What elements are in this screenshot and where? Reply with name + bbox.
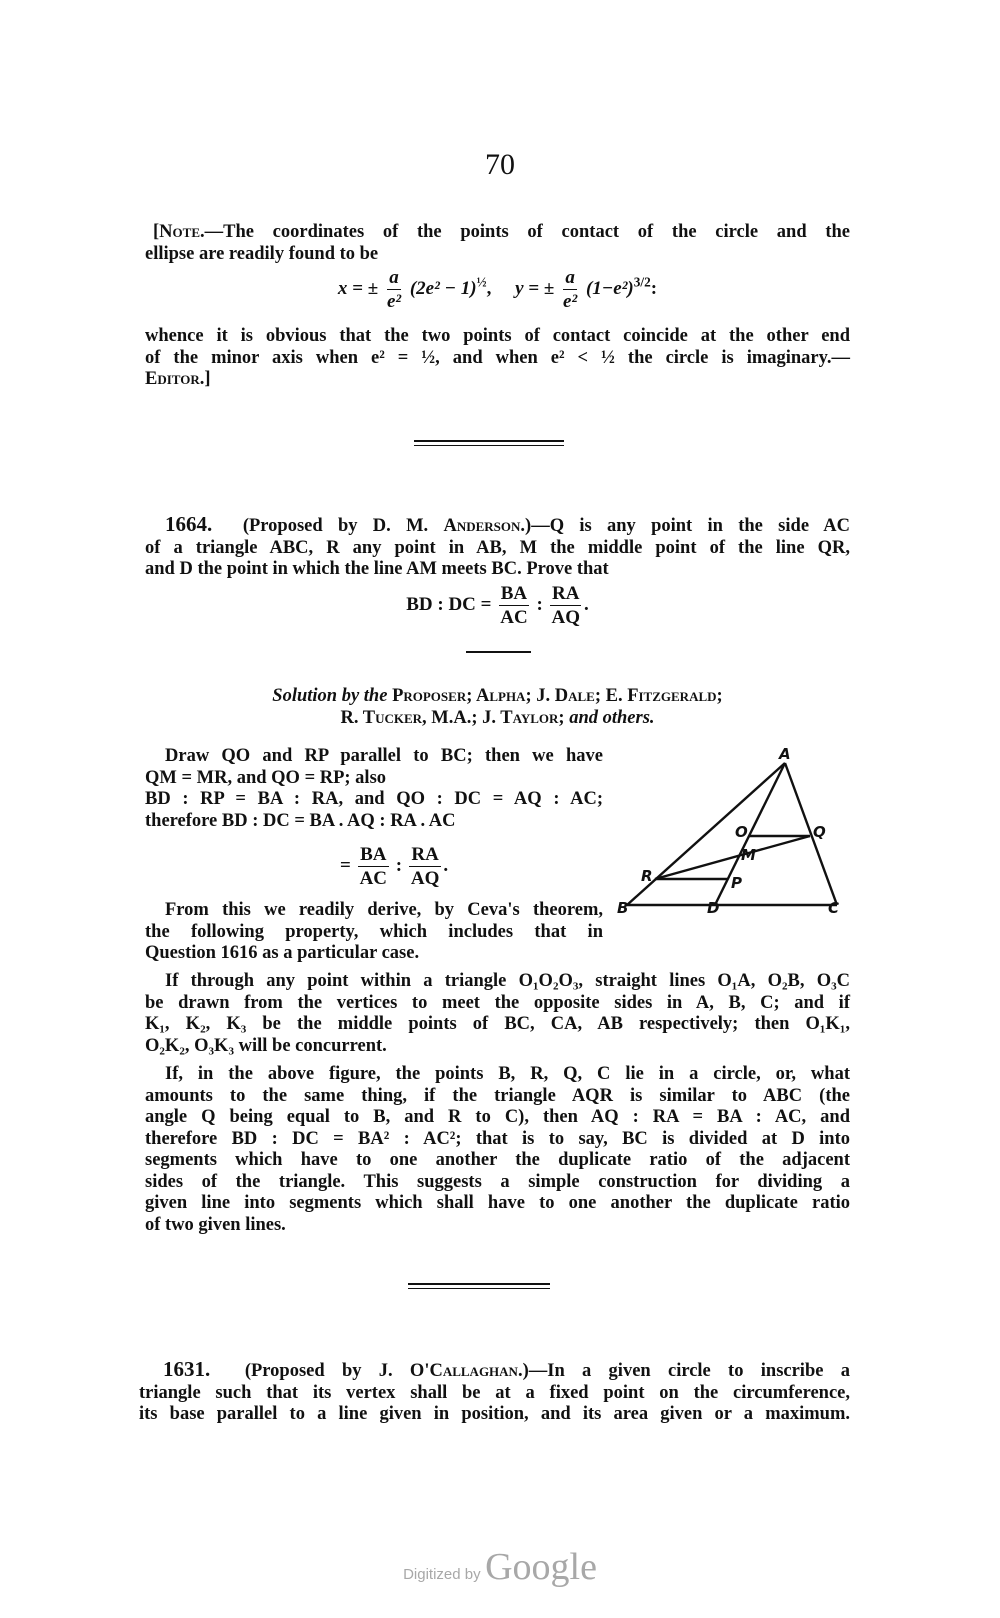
ceva-line: the following property, which includes that in	[145, 921, 603, 942]
note-line-5: Editor.]	[145, 369, 211, 389]
similar-line: sides of the triangle. This suggests a simple construction for dividing a	[145, 1171, 850, 1192]
solution-line: QM = MR, and QO = RP; also	[145, 767, 387, 788]
q1664-line-1: 1664. (Proposed by D. M. Anderson.)—Q is any point in the side AC	[165, 512, 851, 536]
label-M: M	[741, 846, 756, 864]
similar-line: amounts to the same thing, if the triangle AQR is similar to ABC (the	[145, 1085, 850, 1106]
section-divider-2-thin	[408, 1288, 550, 1289]
line-AD	[715, 763, 785, 905]
question-1664	[145, 514, 850, 581]
concurrency-line: be drawn from the vertices to meet the opposite sides in A, B, C; and if	[145, 992, 850, 1013]
page-number: 70	[485, 148, 515, 181]
label-A: A	[779, 745, 791, 763]
question-1631	[139, 1359, 850, 1426]
note-continuation	[145, 326, 850, 391]
solution-heading-line-1: Solution by the Proposer; Alpha; J. Dale; E. Fitzgerald;	[272, 686, 723, 706]
q1631-line-1: 1631. (Proposed by J. O'Callaghan.)—In a given circle to inscribe a	[163, 1357, 850, 1381]
short-divider	[466, 651, 531, 653]
editor-note	[145, 222, 850, 265]
similar-triangle-paragraph	[145, 1064, 850, 1236]
similar-line: angle Q being equal to B, and R to C), then AQ : RA = BA : AC, and	[145, 1107, 850, 1127]
watermark-digitized-by: Digitized by	[403, 1566, 481, 1583]
solution-heading	[145, 686, 850, 729]
label-P: P	[731, 874, 742, 892]
q1631-line-2: triangle such that its vertex shall be at a fixed point on the circumference,	[139, 1382, 850, 1403]
note-formula: x = ± $\frac{a}{\text{e²}}$ $(2e^2 - 1)^{\frac{1}{2}}$, y = ± $\frac{a}{\text{e²}}$ $(1-e^2)^{3/2}$:	[337, 267, 658, 312]
triangle-figure	[615, 745, 855, 915]
similar-line: of two given lines.	[145, 1214, 286, 1235]
note-line-1: [Note.—The coordinates of the points of contact of the circle and the	[153, 222, 850, 242]
label-O: O	[735, 823, 748, 841]
solution-line: Draw QO and RP parallel to BC; then we have	[165, 746, 603, 766]
google-logo: Google	[485, 1546, 597, 1588]
concurrency-line: K₁, K₂, K₃ be the middle points of BC, CA, AB respectively; then O₁K₁,	[145, 1014, 850, 1034]
section-divider	[414, 440, 564, 442]
note-line-3: whence it is obvious that the two points of contact coincide at the other end	[145, 326, 850, 346]
section-divider-2	[408, 1283, 550, 1285]
solution-line: BD : RP = BA : RA, and QO : DC = AQ : AC;	[145, 789, 603, 809]
solution-line: therefore BD : DC = BA . AQ : RA . AC	[145, 810, 456, 831]
solution-equation: = $\frac{BA}{AC}$ : $\frac{RA}{AQ}$ .	[340, 844, 449, 889]
similar-line: segments which have to one another the duplicate ratio of the adjacent	[145, 1150, 850, 1170]
similar-line: therefore BD : DC = BA² : AC²; that is to say, BC is divided at D into	[145, 1128, 850, 1149]
solution-body	[145, 746, 603, 832]
label-D: D	[707, 899, 720, 915]
concurrency-line: O₂K₂, O₃K₃ will be concurrent.	[145, 1035, 387, 1056]
ceva-line: From this we readily derive, by Ceva's theorem,	[165, 900, 603, 920]
similar-line: If, in the above figure, the points B, R, Q, C lie in a circle, or, what	[165, 1064, 850, 1084]
label-Q: Q	[813, 823, 826, 841]
label-C: C	[828, 899, 840, 915]
q1664-line-2: of a triangle ABC, R any point in AB, M the middle point of the line QR,	[145, 537, 850, 558]
note-line-2: ellipse are readily found to be	[145, 243, 379, 264]
label-R: R	[641, 867, 653, 885]
note-line-4: of the minor axis when e² = ½, and when e² < ½ the circle is imaginary.—	[145, 347, 850, 368]
q1631-line-3: its base parallel to a line given in position, and its area given or a maximum.	[139, 1404, 850, 1424]
label-B: B	[617, 899, 629, 915]
google-watermark	[0, 1545, 1000, 1589]
solution-heading-line-2: R. Tucker, M.A.; J. Taylor; and others.	[340, 707, 655, 728]
concurrency-line: If through any point within a triangle O₁O₂O₃, straight lines O₁A, O₂B, O₃C	[165, 971, 850, 991]
ceva-line: Question 1616 as a particular case.	[145, 943, 420, 963]
ceva-paragraph	[145, 900, 603, 965]
section-divider-thin	[414, 445, 564, 446]
concurrency-paragraph	[145, 971, 850, 1057]
side-AC	[785, 763, 837, 905]
q1664-line-3: and D the point in which the line AM meets BC. Prove that	[145, 559, 609, 579]
similar-line: given line into segments which shall have to one another the duplicate ratio	[145, 1193, 850, 1213]
q1664-formula: BD : DC = $\frac{BA}{AC}$ : $\frac{RA}{AQ}$ .	[406, 583, 589, 628]
